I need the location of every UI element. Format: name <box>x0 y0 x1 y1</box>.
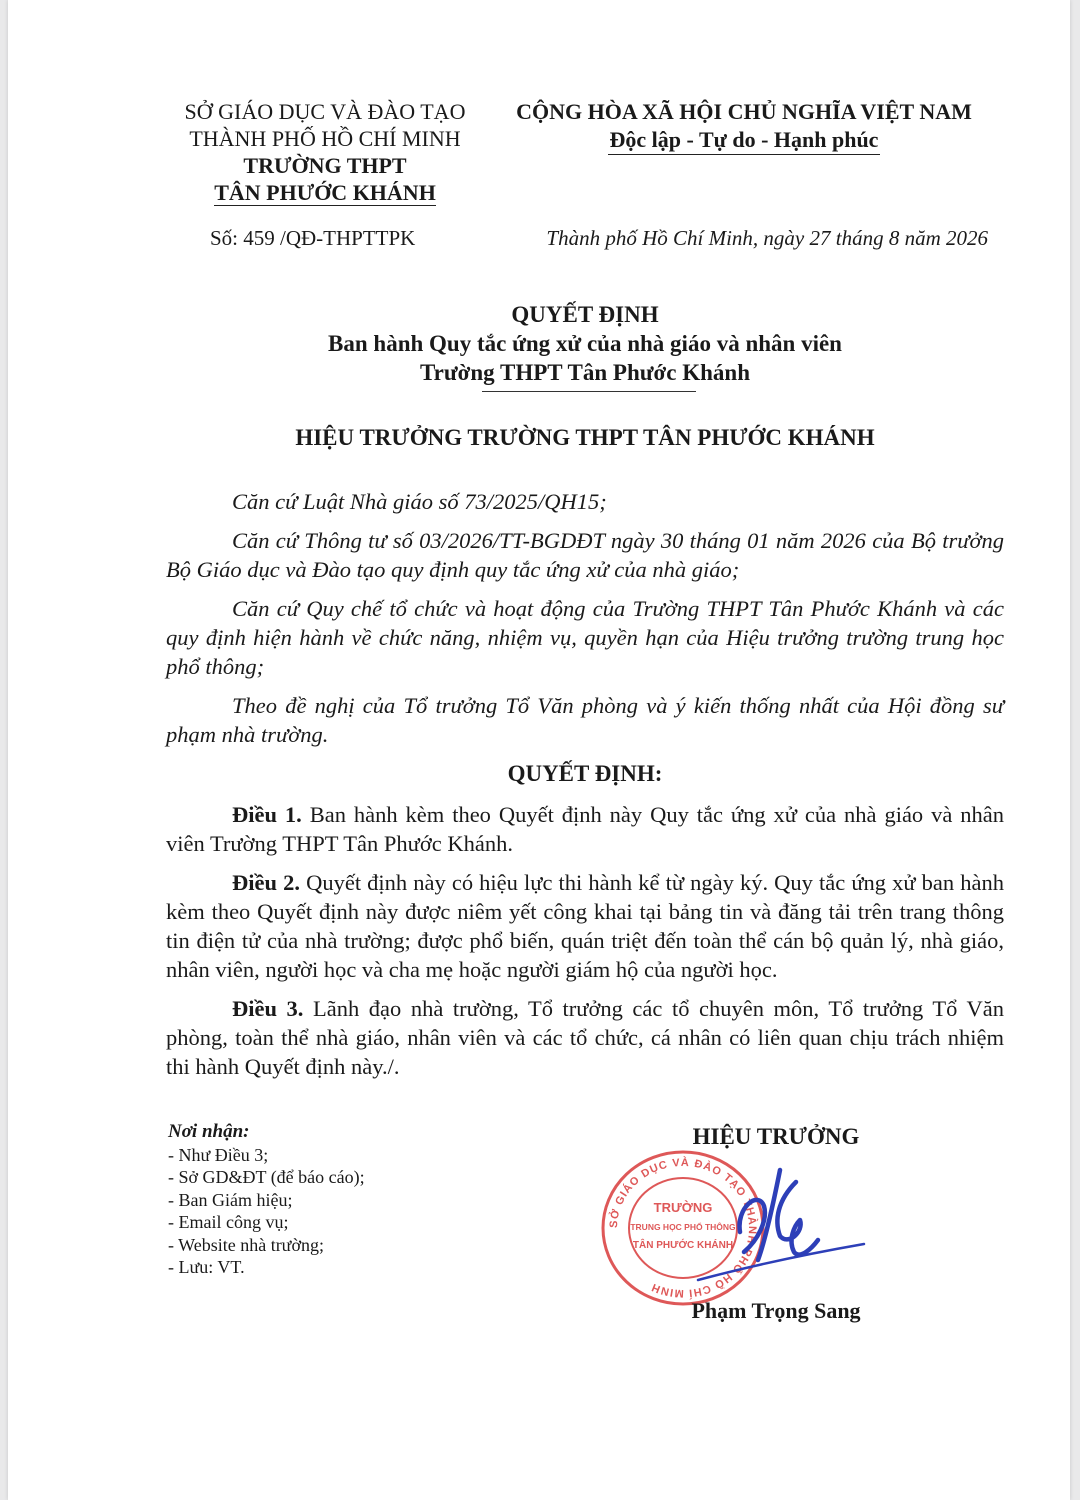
article-label: Điều 1. <box>232 802 302 827</box>
article-text: Quyết định này có hiệu lực thi hành kể từ ngày ký. Quy tắc ứng xử ban hành kèm theo Quyết định này được niêm yết công khai tại bảng tin và đăng tải trên trang thông tin điện tử của nhà trường; được phổ biến, quán triệt đến toàn thể cán bộ quản lý, nhà giáo, nhân viên, người học và cha mẹ hoặc người giám hộ của người học. <box>166 870 1004 982</box>
signer-title: HIỆU TRƯỞNG <box>692 1124 860 1149</box>
svg-text:TRUNG HỌC PHỔ THÔNG: TRUNG HỌC PHỔ THÔNG <box>630 1222 736 1232</box>
article-text: Lãnh đạo nhà trường, Tổ trưởng các tổ chuyên môn, Tổ trưởng Tổ Văn phòng, toàn thể nhà giáo, nhân viên và các tổ chức, cá nhân có liên quan chịu trách nhiệm thi hành Quyết định này./. <box>166 996 1004 1079</box>
signer-name: Phạm Trọng Sang <box>691 1298 861 1323</box>
document-title <box>158 300 1012 387</box>
recipients-heading: Nơi nhận: <box>168 1121 250 1142</box>
handwritten-signature-icon <box>688 1160 868 1290</box>
school-name-line-2: TÂN PHƯỚC KHÁNH <box>214 180 436 205</box>
issuer-heading: HIỆU TRƯỞNG TRƯỜNG THPT TÂN PHƯỚC KHÁNH <box>295 425 875 450</box>
article-label: Điều 2. <box>232 870 300 895</box>
article-1 <box>166 800 1004 858</box>
decide-heading: QUYẾT ĐỊNH: <box>507 761 663 786</box>
title-line-2: Ban hành Quy tắc ứng xử của nhà giáo và nhân viên <box>328 331 842 356</box>
recipient-item: - Ban Giám hiệu; <box>168 1189 293 1210</box>
svg-text:SỞ GIÁO DỤC VÀ ĐÀO TẠO THÀNH P: SỞ GIÁO DỤC VÀ ĐÀO TẠO THÀNH PHỐ HỒ CHÍ MINH <box>607 1156 759 1300</box>
svg-text:TRƯỜNG: TRƯỜNG <box>653 1200 713 1215</box>
article-2 <box>166 868 1004 984</box>
issuing-agency-block <box>158 98 492 206</box>
svg-text:TÂN PHƯỚC KHÁNH: TÂN PHƯỚC KHÁNH <box>632 1240 734 1251</box>
title-line-1: QUYẾT ĐỊNH <box>511 302 659 327</box>
title-underline <box>482 391 696 392</box>
country-name: CỘNG HÒA XÃ HỘI CHỦ NGHĨA VIỆT NAM <box>516 99 972 124</box>
articles <box>166 800 1004 1081</box>
national-motto-block <box>492 98 996 155</box>
agency-line-1: SỞ GIÁO DỤC VÀ ĐÀO TẠO <box>184 99 466 124</box>
preamble-item: Căn cứ Quy chế tổ chức và hoạt động của Trường THPT Tân Phước Khánh và các quy định hiện hành về chức năng, nhiệm vụ, quyền hạn của Hiệu trưởng trường trung học phổ thông; <box>166 596 1004 679</box>
preamble-item: Căn cứ Luật Nhà giáo số 73/2025/QH15; <box>232 489 607 514</box>
title-line-3: Trường THPT Tân Phước Khánh <box>419 360 751 385</box>
preamble-item: Theo đề nghị của Tổ trưởng Tổ Văn phòng và ý kiến thống nhất của Hội đồng sư phạm nhà trường. <box>166 693 1004 747</box>
place-and-date: Thành phố Hồ Chí Minh, ngày 27 tháng 8 năm 2026 <box>546 226 988 250</box>
recipient-item: - Email công vụ; <box>168 1212 289 1232</box>
recipient-item: - Website nhà trường; <box>168 1234 324 1255</box>
article-3 <box>166 994 1004 1081</box>
document-page <box>8 0 1070 1500</box>
recipient-item: - Sở GD&ĐT (để báo cáo); <box>168 1167 365 1187</box>
preamble-item: Căn cứ Thông tư số 03/2026/TT-BGDĐT ngày 30 tháng 01 năm 2026 của Bộ trưởng Bộ Giáo dục và Đào tạo quy định quy tắc ứng xử của nhà giáo; <box>166 528 1004 582</box>
agency-line-2: THÀNH PHỐ HỒ CHÍ MINH <box>189 126 461 151</box>
document-number: Số: 459 /QĐ-THPTTPK <box>210 226 416 250</box>
recipient-item: - Như Điều 3; <box>168 1144 269 1165</box>
motto: Độc lập - Tự do - Hạnh phúc <box>608 127 881 155</box>
preamble <box>166 487 1004 749</box>
article-text: Ban hành kèm theo Quyết định này Quy tắc ứng xử của nhà giáo và nhân viên Trường THPT Tân Phước Khánh. <box>166 802 1004 856</box>
recipient-item: - Lưu: VT. <box>168 1257 245 1277</box>
recipients-list <box>168 1121 365 1279</box>
school-name-line-1: TRƯỜNG THPT <box>243 153 407 178</box>
article-label: Điều 3. <box>232 996 304 1021</box>
